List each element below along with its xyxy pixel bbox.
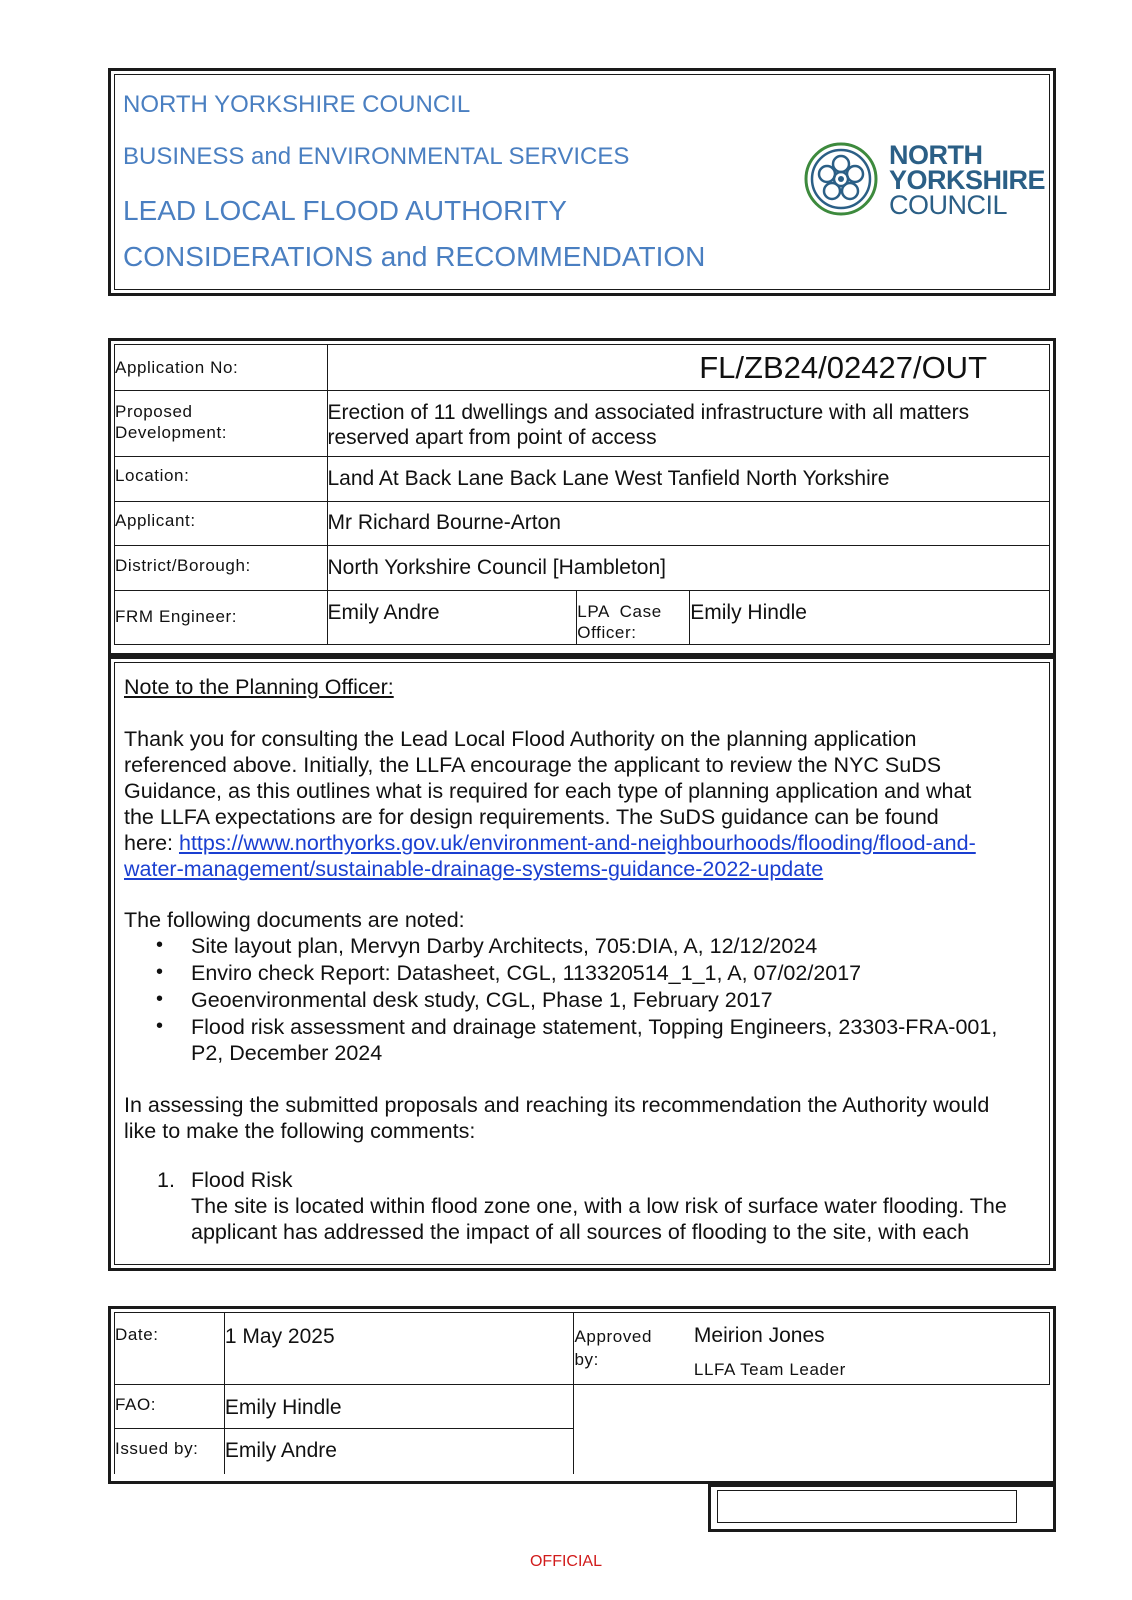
docs-intro: The following documents are noted: <box>124 908 465 932</box>
header-box <box>108 68 1056 296</box>
issued-by-value: Emily Andre <box>224 1439 337 1462</box>
row-applicant <box>115 502 1050 546</box>
application-no-label: Application No: <box>115 357 239 377</box>
para1-here: here: <box>124 831 179 855</box>
fao-value: Emily Hindle <box>224 1396 342 1419</box>
frm-engineer-label: FRM Engineer: <box>115 607 238 626</box>
doc-item-4-cont: P2, December 2024 <box>191 1041 383 1065</box>
para1-line3: Guidance, as this outlines what is required for each type of planning application and what <box>124 779 972 803</box>
row-engineer-officer <box>115 591 1050 645</box>
row-location <box>115 457 1050 502</box>
row-district <box>115 546 1050 591</box>
document-title-1: LEAD LOCAL FLOOD AUTHORITY <box>123 195 567 226</box>
doc-item-1: Site layout plan, Mervyn Darby Architects, 705:DIA, A, 12/12/2024 <box>191 934 818 958</box>
note-heading: Note to the Planning Officer: <box>124 675 394 699</box>
applicant-value: Mr Richard Bourne-Arton <box>327 511 561 534</box>
logo-text-north: NORTH <box>889 140 983 170</box>
signature-box-cell <box>717 1490 1017 1523</box>
department-name: BUSINESS and ENVIRONMENTAL SERVICES <box>123 143 630 170</box>
doc-bullet: • <box>156 988 164 1010</box>
doc-item-3: Geoenvironmental desk study, CGL, Phase 1, February 2017 <box>191 988 773 1012</box>
applicant-label: Applicant: <box>115 511 196 530</box>
proposed-value-1: Erection of 11 dwellings and associated infrastructure with all matters <box>327 401 970 424</box>
item1-number: 1. <box>157 1168 175 1192</box>
details-table <box>114 344 1050 645</box>
doc-bullet: • <box>156 1015 164 1037</box>
note-box <box>108 656 1056 1271</box>
district-value: North Yorkshire Council [Hambleton] <box>327 556 667 579</box>
approved-name: Meirion Jones <box>693 1324 825 1347</box>
lpa-officer-value: Emily Hindle <box>690 601 807 624</box>
logo-text-council: COUNCIL <box>889 190 1008 220</box>
row-application-no <box>115 345 1050 391</box>
approved-label-2: by: <box>574 1350 599 1369</box>
para1-line5 <box>124 830 976 856</box>
proposed-label-2: Development: <box>115 423 228 442</box>
row-date-approved <box>115 1313 1050 1385</box>
doc-bullet: • <box>156 961 164 983</box>
issued-by-label: Issued by: <box>115 1439 199 1458</box>
doc-item-2: Enviro check Report: Datasheet, CGL, 113320514_1_1, A, 07/02/2017 <box>191 961 862 985</box>
doc-item-4: Flood risk assessment and drainage statement, Topping Engineers, 23303-FRA-001, <box>191 1015 998 1039</box>
logo-text-yorkshire: YORKSHIRE <box>889 165 1046 195</box>
item1-title: Flood Risk <box>191 1168 293 1192</box>
district-label: District/Borough: <box>115 556 251 575</box>
para1-line4: the LLFA expectations are for design requirements. The SuDS guidance can be found <box>124 805 939 829</box>
frm-engineer-value: Emily Andre <box>327 601 440 624</box>
approved-label-1: Approved <box>574 1327 653 1346</box>
rose-emblem-icon <box>801 139 881 219</box>
suds-guidance-link-part2[interactable]: water-management/sustainable-drainage-systems-guidance-2022-update <box>124 857 824 881</box>
footer-table <box>114 1312 1050 1474</box>
suds-guidance-link-part1[interactable]: https://www.northyorks.gov.uk/environment-and-neighbourhoods/flooding/flood-and- <box>178 831 976 855</box>
para1-line1: Thank you for consulting the Lead Local Flood Authority on the planning application <box>124 727 917 751</box>
row-proposed-development <box>115 391 1050 457</box>
application-no-value: FL/ZB24/02427/OUT <box>699 349 987 385</box>
council-name: NORTH YORKSHIRE COUNCIL <box>123 91 471 118</box>
classification-label: OFFICIAL <box>529 1553 602 1570</box>
row-fao <box>115 1385 1050 1429</box>
doc-bullet: • <box>156 934 164 956</box>
lpa-label-1: LPA Case <box>577 602 662 621</box>
lpa-label-2: Officer: <box>577 623 637 642</box>
location-value: Land At Back Lane Back Lane West Tanfield North Yorkshire <box>327 467 890 490</box>
footer-box <box>108 1306 1056 1484</box>
para1-line2: referenced above. Initially, the LLFA encourage the applicant to review the NYC SuDS <box>124 753 942 777</box>
proposed-label-1: Proposed <box>115 402 193 421</box>
para1-line6 <box>124 856 823 882</box>
document-title-2: CONSIDERATIONS and RECOMMENDATION <box>123 241 706 272</box>
approved-role: LLFA Team Leader <box>693 1360 846 1379</box>
assess-line1: In assessing the submitted proposals and reaching its recommendation the Authority would <box>124 1093 990 1117</box>
item1-line2: applicant has addressed the impact of all sources of flooding to the site, with each <box>191 1220 970 1244</box>
item1-line1: The site is located within flood zone one, with a low risk of surface water flooding. The <box>191 1194 1007 1218</box>
assess-line2: like to make the following comments: <box>124 1119 476 1143</box>
application-details-box <box>108 338 1056 656</box>
date-label: Date: <box>115 1325 159 1344</box>
location-label: Location: <box>115 466 190 485</box>
date-value: 1 May 2025 <box>224 1325 335 1348</box>
signature-box <box>708 1484 1056 1532</box>
council-logo <box>801 139 1046 220</box>
proposed-value-2: reserved apart from point of access <box>327 426 657 449</box>
fao-label: FAO: <box>115 1395 157 1414</box>
